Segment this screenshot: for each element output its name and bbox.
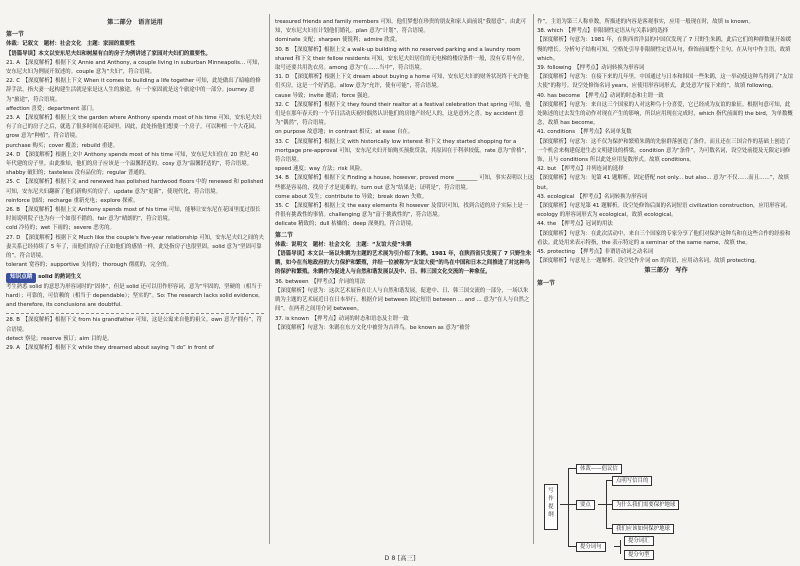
passage-intro: 【语篇导读】本文以安东尼夫妇和树屋有白的房子为例讲述了家园对夫妇们的重要性。 xyxy=(6,50,211,57)
answer-paragraph: 28. B 【深度解析】根据下文 from his grandfather 可知，这是公寓来自他的祖父。own 意为“拥有”，符合语境。 xyxy=(6,317,262,333)
answer-paragraph: tolerant 宽容的；supportive 支持的；thorough 彻底的，完全的。 xyxy=(6,262,172,269)
genre-line: 体裁：记叙文 题材：社会文化 主题：家园的重要性 xyxy=(6,41,136,48)
answer-paragraph: 32. C 【深度解析】根据下文 they found their realtor at a festival celebration that spring 可知，他们是在那年春天的一个节日活动庆祝时偶然认识他们的房地产经纪人的，这是意外之喜。by accident 意为“偶然”，符合语境。 xyxy=(275,101,531,127)
answer-paragraph: delicate 精致的；dull 枯燥的；deep 深奥的，符合语境。 xyxy=(275,221,417,228)
knowledge-label: 知识点睛 xyxy=(6,273,36,282)
column-divider xyxy=(533,14,534,544)
writing-outline-mindmap xyxy=(540,462,790,562)
subsection-title: 第一节 xyxy=(537,279,556,287)
answer-paragraph: affection 喜爱；department 部门。 xyxy=(6,105,98,112)
answer-paragraph: 【深度解析】句意为：这次艺术展旨在让人与自然和谐发展，促进中、日、韩三国交流的一部分，一场以朱鹮为主题的艺术展近日在日本举行。根据介词 between 固定短语 between ... and ... 意为“在人与自然之间”，在两者之间用介词 between。 xyxy=(275,287,530,313)
answer-paragraph: 45. protecting 【押考点】非谓语动词之动名词 xyxy=(537,249,654,256)
answer-paragraph: 41. conditions 【押考点】名词单复数 xyxy=(537,129,632,136)
answer-list xyxy=(6,59,264,271)
section-title: 第三部分 写作 xyxy=(644,267,688,275)
answer-paragraph: 35. C 【深度解析】根据上文 the easy elements 和 however 及常识可知，找到合适的房子实际上是一件很有挑战性的事情。challenging 意为“富于挑战性的”，符合语境。 xyxy=(275,203,529,219)
answer-paragraph: 【深度解析】句意见上一题解析。设空处作介词 on 的宾语，应用动名词。故填 protecting。 xyxy=(537,258,760,265)
answer-paragraph: shabby 破旧的；tasteless 没有品位的；regular 普通的。 xyxy=(6,170,150,177)
answer-paragraph: 33. C 【深度解析】根据上文 with historically low interest 和下文 they started shopping for a mortgage pre-approval 可知，安东尼夫妇开始购买预批贷款，其原因在于利率较低。rate 意为“价格”，符合语境。 xyxy=(275,138,530,164)
answer-paragraph: 38. which 【押考点】非限制性定语从句关系词的选择 xyxy=(537,28,669,35)
answer-paragraph: speed 速度；way 方法；risk 风险。 xyxy=(275,166,366,173)
subsection-title: 第一节 xyxy=(6,31,25,39)
mindmap-phrase: 提分句型 xyxy=(624,550,654,560)
mindmap-point: 为什么我们需要保护地球 xyxy=(612,500,679,510)
answer-paragraph: 【深度解析】句意为：在此次活动中，来自三个国家的专家分享了他们对保护这种鸟和在这些合作的经验和看法。此处用来表示特指，the 表示特定的 a seminar of the same name，故填 the。 xyxy=(537,230,791,246)
knowledge-title: solid 的熟词生义 xyxy=(38,274,82,281)
answer-list xyxy=(275,278,533,333)
answer-paragraph: detect 察觉；reserve 预订；aim 目的是。 xyxy=(6,335,113,342)
answer-paragraph: 【深度解析】句意为：1981 年，在陕西省洋县的中国仅发现了 7 只野生朱鹮，此后它们的种群数量开始缓慢的增长。分析句子结构可知，空格处引导非限制性定语从句，修饰前面整个主句，在从句中作主语，故填 which。 xyxy=(537,37,792,62)
answer-paragraph: 36. between 【押考点】介词的用法 xyxy=(275,278,366,285)
mindmap-root: 写作提纲 xyxy=(544,484,558,530)
knowledge-text: 考生熟悉 solid 的意思为形容词时的“固体”，但是 solid 还可以用作形容词，意为“牢固的，坚硬的（相当于 hard）；可靠的，可信赖的（相当于 dependable）；坚实的”。So: The research lacks solid evidence, and therefore, its conclusions are doubtful. xyxy=(6,283,262,309)
page-footer: D 8 [高三] xyxy=(384,554,416,562)
answer-paragraph: cold 冷待的；wet 下雨的；severe 恶劣的。 xyxy=(6,225,115,232)
answer-paragraph: 【深度解析】句意为：见第 41 题解析。固定搭配 not only... but also... 意为“不仅……而且……”，故填 but。 xyxy=(537,175,789,191)
answer-paragraph: 25. C 【深度解析】根据下文 and renewed has polished hardwood floors 中的 renewed 和 polished 可知，安东尼夫妇翻新了他们新购买的房子。update 意为“更新”，使现代化，符合语境。 xyxy=(6,179,264,195)
passage-intro: 【语篇导读】本文以一场以朱鹮为主题的艺术展为引介绍了朱鹮。1981 年，在陕西省只发现了 7 只野生朱鹮，如今在当地政府的大力保护和繁殖，并经一位被称为“友谊大使”的鸟在中国和日本之间推进了对这种鸟的保护和繁殖。朱鹮作为促进人与自然和谐发展以及中、日、韩三国文化交流的一种象征。 xyxy=(275,251,532,276)
mindmap-branch: 要点 xyxy=(576,500,595,510)
answer-paragraph: 【深度解析】句意见第 41 题解析。设空处修饰后面的名词短语 civilization construction，应用形容词。ecology 的形容词形式为 ecological，故填 ecological。 xyxy=(537,203,791,219)
answer-paragraph: reinforce 加固；recharge 重新充电；explore 探索。 xyxy=(6,197,139,204)
answer-paragraph: 【深度解析】句意为：来自这三个国家的人对这种鸟十分喜爱，它已经成为友谊的象征。根据句意可知，此处陈述的过去发生的动作对现在产生的影响，所以应用现在完成时，which 指代前面的 the bird，为单数概念，故填 has become。 xyxy=(537,101,793,127)
subsection-title: 第二节 xyxy=(275,231,294,239)
answer-paragraph: 22. C 【深度解析】根据上下文 When it comes to building a life together 可知，此处做出了暗喻的修辞手法，指夫妻一起构建生活就是家是这人生的旅途，有一个家固就是这个旅途中的一部分。journey 意为“旅途”，符合语境。 xyxy=(6,78,261,103)
dashed-divider xyxy=(6,313,264,314)
answer-paragraph: 37. is known 【押考点】动词的时态和语态及主谓一致 xyxy=(275,315,409,322)
answer-paragraph: 24. D 【深度解析】根据上文中 Anthony spends most of his time 可知，安东尼夫妇住在 20 世纪 40 年代建的房子里。由此推知，他们的房子应该是一个温馨舒适的。cosy 意为“温馨舒适的”，符合语境。 xyxy=(6,151,259,168)
genre-line: 体裁：说明文 题材：社会文化 主题：“友谊大使”朱鹮 xyxy=(275,241,412,248)
answer-list xyxy=(6,316,264,353)
answer-paragraph: 23. A 【深度解析】根据上文 the garden where Anthony spends most of his time 可知，安东尼夫妇有了自己的房子之后，就选了很多时间在花园里。因此，此处指他们想要一个房子，可以种植一个大花园。grow 意为“种植”，符合语境。 xyxy=(6,115,262,140)
answer-paragraph: come about 发生；contribute to 导致；break down 失败。 xyxy=(275,193,428,200)
answer-list xyxy=(537,18,795,266)
answer-paragraph: 21. A 【深度解析】根据下文 Annie and Anthony, a couple living in suburban Minneapolis... 可知，安东尼夫妇为例展开叙述的。couple 意为“夫妇”，符合语境。 xyxy=(6,59,263,76)
answer-paragraph: cause 导致；invite 邀请；force 强迫。 xyxy=(275,92,374,99)
answer-paragraph: 44. the 【押考点】冠词的用法 xyxy=(537,221,613,228)
answer-paragraph: 【深度解析】句意为：这不仅为保护和繁殖朱鹮的先驱群落创造了条件，而且还在三国合作的基础上创造了一个机会来构建促进生态文明建设的桥梁。condition 意为“条件”，为可数名词，设空处前提及无限定词修饰，且与 conditions 所以此处应用复数形式。故填 conditions。 xyxy=(537,138,791,164)
answer-paragraph: 31. D 【深度解析】根据上下文 dream about buying a home 可知，安东尼夫妇的财务状况终于允许他们买房，这是一个好消息。allow 意为“允许，使有可能”，符合语境。 xyxy=(275,74,529,90)
answer-paragraph: 29. A 【深度解析】根据下文 while they dreamed about saying “I do” in front of xyxy=(6,344,214,351)
answer-paragraph: 30. B 【深度解析】根据上文 a walk-up building with no reserved parking and a laundry room shared 和下文 their fellow residents 可知，安东尼夫妇居住的无电梯的楼房条件一般，没有专用车位，取号还要共用洗衣房。among 意为“在……当中”，符合语境。 xyxy=(275,46,528,72)
answer-paragraph: 42. but 【押考点】并列连词的选择 xyxy=(537,166,624,173)
answer-paragraph: 39. following 【押考点】动词转换为形容词 xyxy=(537,65,645,72)
mindmap-branch: 提分词句 xyxy=(576,542,606,552)
answer-list xyxy=(275,18,533,230)
mindmap-phrase: 提分词汇 xyxy=(624,536,654,546)
answer-paragraph: 作”，主语为第三人称单数，所描述的内容是客观事实，应用一般现在时，故填 is known。 xyxy=(537,19,754,25)
section-title: 第二部分 语言运用 xyxy=(107,19,163,26)
answer-paragraph: 43. ecological 【押考点】名词转换为形容词 xyxy=(537,193,648,200)
mindmap-point: 我们应该如何保护地球 xyxy=(612,524,674,534)
answer-paragraph: 【深度解析】句意为：在接下来的几年里，中国通过与日本和韩国一些朱鹮，这一举动使这种鸟得到了“友谊大使”的称号。设空处修饰名词 years，应使用形容词形式，此处意为“接下来的”，故填 following。 xyxy=(537,74,794,90)
answer-paragraph: dominate 支配；sharpen 使锐利；admire 欣赏。 xyxy=(275,37,401,44)
answer-paragraph: 34. B 【深度解析】根据下文 Finding a house, however, proved more ________ 可知，事实表明以上这些都是容易的，找房子才是更难的。turn out 意为“结果是；证明是”，符合语境。 xyxy=(275,175,533,191)
answer-paragraph: treasured friends and family members 可知，他们梦想在珍贵的朋友和家人面前说“我愿意”。由此可知，安东尼夫妇在计划他们婚礼。plan 意为“计划”，符合语境。 xyxy=(275,19,527,35)
column-right xyxy=(537,18,795,289)
answer-paragraph: 26. B 【深度解析】根据上文 Anthony spends most of his time 可知，能够让安东尼在花园里度过很长时间说明院子也为有一个如很不錯的。fair 意为“晴朗的”，符合语境。 xyxy=(6,207,261,223)
knowledge-box xyxy=(6,273,264,310)
mindmap-branch: 体裁——倡议信 xyxy=(576,464,622,474)
column-left xyxy=(6,18,264,353)
answer-paragraph: 【深度解析】句意为：朱鹮在东方文化中被誉为吉祥鸟。be known as 意为“被誉 xyxy=(275,324,470,331)
answer-paragraph: on purpose 故意地；in contrast 相反；at ease 自在。 xyxy=(275,129,414,136)
column-divider xyxy=(269,14,270,544)
answer-paragraph: 27. D 【深度解析】根据下文 Much like the couple's five-year relationship 可知，安东尼夫妇之间的夫妻关系已经持续了 5 年了，而他们的房子正如他们的感情一样，此处指房子也很坚固。solid 意为“坚固可靠的”，符合语境。 xyxy=(6,234,264,260)
answer-paragraph: purchase 购买；cover 覆盖；rebuild 重建。 xyxy=(6,142,119,149)
column-middle xyxy=(275,18,533,333)
mindmap-point: 点明写信目的 xyxy=(612,476,652,486)
answer-paragraph: 40. has become 【押考点】动词的时态和主谓一致 xyxy=(537,92,664,99)
